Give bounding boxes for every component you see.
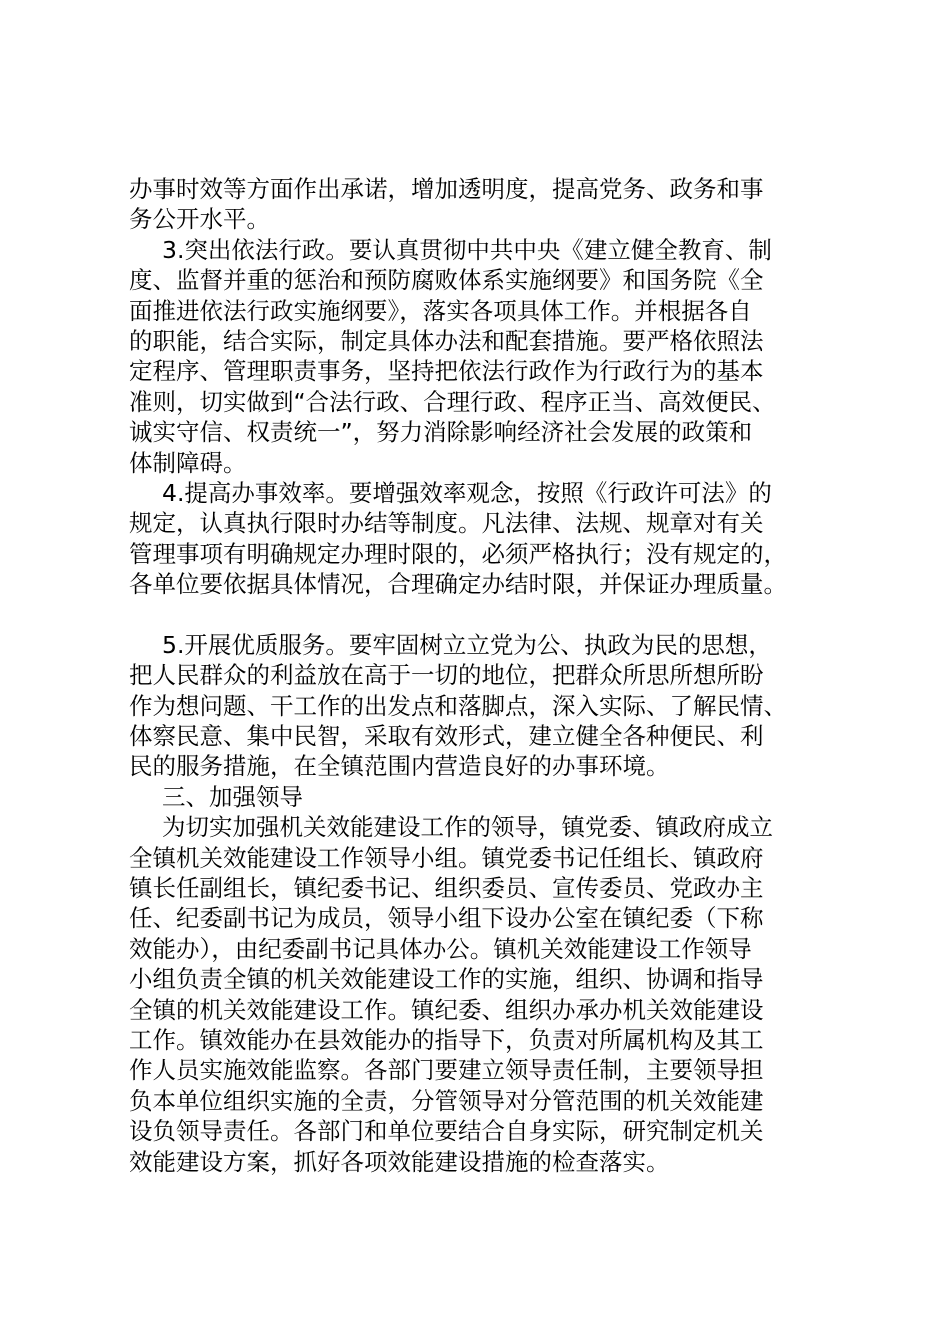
section-3-heading-line: 3.突出依法行政。要认真贯彻中共中央《建立健全教育、制: [162, 235, 772, 264]
text-line: 把人民群众的利益放在高于一切的地位，把群众所思所想所盼: [129, 661, 764, 690]
text-line: 办事时效等方面作出承诺，增加透明度，提高党务、政务和事: [129, 175, 764, 203]
text-line: 管理事项有明确规定办理时限的，必须严格执行；没有规定的，: [129, 539, 787, 568]
text-line: 工作。镇效能办在县效能办的指导下，负责对所属机构及其工: [129, 1025, 764, 1054]
text-line: 度、监督并重的惩治和预防腐败体系实施纲要》和国务院《全: [129, 266, 764, 295]
text-line: 设负领导责任。各部门和单位要结合自身实际，研究制定机关: [129, 1117, 764, 1146]
text-line: 效能建设方案，抓好各项效能建设措施的检查落实。: [129, 1147, 670, 1176]
text-line: 务公开水平。: [129, 205, 270, 234]
text-line: 民的服务措施，在全镇范围内营造良好的办事环境。: [129, 752, 670, 781]
text-line: 面推进依法行政实施纲要》，落实各项具体工作。并根据各自: [129, 296, 752, 325]
text-line: 体制障碍。: [129, 448, 247, 477]
section-heading: 三、加强领导: [162, 782, 303, 811]
text-line: 体察民意、集中民智，采取有效形式，建立健全各种便民、利: [129, 722, 764, 751]
section-4-heading-line: 4.提高办事效率。要增强效率观念，按照《行政许可法》的: [162, 478, 772, 507]
text-line: 效能办），由纪委副书记具体办公。镇机关效能建设工作领导: [129, 934, 752, 963]
text-line: 为切实加强机关效能建设工作的领导，镇党委、镇政府成立: [162, 813, 773, 842]
text-line: 全镇机关效能建设工作领导小组。镇党委书记任组长、镇政府: [129, 843, 764, 872]
document-body: [129, 174, 839, 1177]
text-line: 诚实守信、权责统一”，努力消除影响经济社会发展的政策和: [129, 418, 753, 447]
section-5-heading-line: 5.开展优质服务。要牢固树立立党为公、执政为民的思想，: [162, 630, 772, 659]
text-line: 作人员实施效能监察。各部门要建立领导责任制，主要领导担: [129, 1056, 764, 1085]
text-line: 全镇的机关效能建设工作。镇纪委、组织办承办机关效能建设: [129, 995, 764, 1024]
text-line: 准则，切实做到“合法行政、合理行政、程序正当、高效便民、: [129, 387, 776, 416]
text-line: 负本单位组织实施的全责，分管领导对分管范围的机关效能建: [129, 1086, 764, 1115]
text-line: 镇长任副组长，镇纪委书记、组织委员、宣传委员、党政办主: [129, 873, 764, 902]
text-line: 各单位要依据具体情况，合理确定办结时限，并保证办理质量。: [129, 570, 787, 599]
text-line: 任、纪委副书记为成员，领导小组下设办公室在镇纪委（下称: [129, 904, 764, 933]
text-line: 作为想问题、干工作的出发点和落脚点，深入实际、了解民情、: [129, 691, 787, 720]
text-line: 定程序、管理职责事务，坚持把依法行政作为行政行为的基本: [129, 357, 764, 386]
text-line: 规定，认真执行限时办结等制度。凡法律、法规、规章对有关: [129, 509, 764, 538]
paragraph-gap: [129, 599, 839, 629]
text-line: 的职能，结合实际，制定具体办法和配套措施。要严格依照法: [129, 326, 764, 355]
text-line: 小组负责全镇的机关效能建设工作的实施，组织、协调和指导: [129, 965, 764, 994]
